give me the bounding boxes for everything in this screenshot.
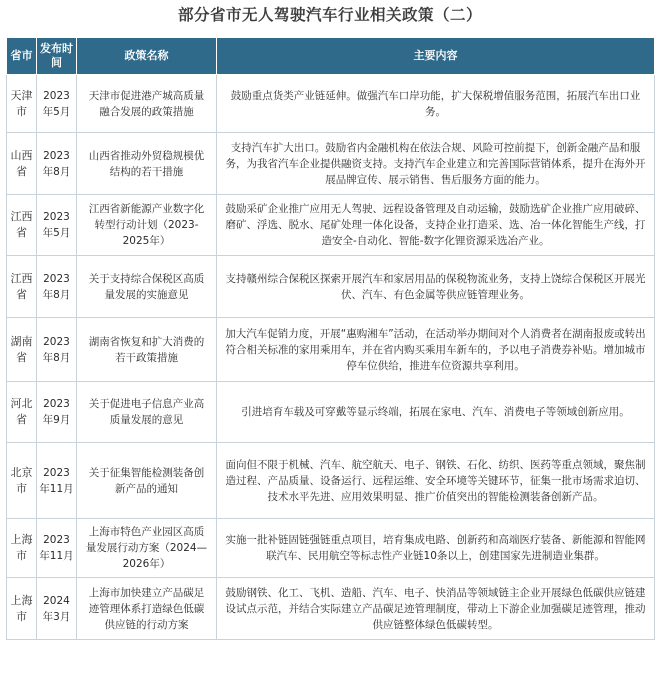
cell-content: 面向但不限于机械、汽车、航空航天、电子、钢铁、石化、纺织、医药等重点领域，聚焦制造过程、产品质量、设备运行、远程运维、安全环境等关键环节，征集一批市场需求迫切、技术水平先进、应用效果明显、推广价值突出的智能检测装备创新产品。	[217, 443, 655, 519]
cell-content: 引进培育车载及可穿戴等显示终端，拓展在家电、汽车、消费电子等领域创新应用。	[217, 382, 655, 443]
cell-content: 实施一批补链固链强链重点项目，培育集成电路、创新药和高端医疗装备、新能源和智能网联汽车、民用航空等标志性产业链10条以上，创建国家先进制造业集群。	[217, 519, 655, 578]
table-row	[7, 133, 655, 195]
cell-date: 2023年11月	[37, 443, 77, 519]
cell-province: 江西省	[7, 195, 37, 256]
page-title: 部分省市无人驾驶汽车行业相关政策（二）	[177, 6, 482, 24]
policy-table	[6, 37, 655, 640]
table-row	[7, 195, 655, 256]
cell-province: 江西省	[7, 256, 37, 318]
cell-content: 支持汽车扩大出口。鼓励省内金融机构在依法合规、风险可控前提下，创新金融产品和服务，为我省汽车企业提供融资支持。支持汽车企业建立和完善国际营销体系，提升在海外开展品牌宣传、展示销售、售后服务方面的能力。	[217, 133, 655, 195]
table-row	[7, 318, 655, 382]
cell-policy-name: 关于促进电子信息产业高质量发展的意见	[77, 382, 217, 443]
table-row	[7, 75, 655, 133]
cell-policy-name: 湖南省恢复和扩大消费的若干政策措施	[77, 318, 217, 382]
cell-policy-name: 关于征集智能检测装备创新产品的通知	[77, 443, 217, 519]
header-date: 发布时间	[37, 38, 77, 75]
cell-policy-name: 天津市促进港产城高质量融合发展的政策措施	[77, 75, 217, 133]
table-header-row	[7, 38, 655, 75]
cell-content: 加大汽车促销力度，开展“惠购湘车”活动，在活动举办期间对个人消费者在湖南报废或转出符合相关标准的家用乘用车，并在省内购买乘用车新车的，予以电子消费券补贴。增加城市停车位供给，推进车位资源共享利用。	[217, 318, 655, 382]
cell-content: 鼓励钢铁、化工、飞机、造船、汽车、电子、快消品等领域链主企业开展绿色低碳供应链建设试点示范，并结合实际建立产品碳足迹管理制度，带动上下游企业加强碳足迹管理，推动供应链整体绿色低碳转型。	[217, 578, 655, 640]
cell-province: 河北省	[7, 382, 37, 443]
cell-content: 鼓励采矿企业推广应用无人驾驶、远程设备管理及自动运输，鼓励选矿企业推广应用破碎、磨矿、浮选、脱水、尾矿处理一体化设备，支持企业打造采、选、冶一体化智能生产线，打造安全-自动化、智能-数字化锂资源采选冶产业。	[217, 195, 655, 256]
cell-date: 2023年5月	[37, 75, 77, 133]
table-row	[7, 443, 655, 519]
cell-content: 支持赣州综合保税区探索开展汽车和家居用品的保税物流业务，支持上饶综合保税区开展光伏、汽车、有色金属等供应链管理业务。	[217, 256, 655, 318]
cell-policy-name: 江西省新能源产业数字化转型行动计划（2023-2025年）	[77, 195, 217, 256]
cell-date: 2023年8月	[37, 133, 77, 195]
cell-policy-name: 上海市加快建立产品碳足迹管理体系打造绿色低碳供应链的行动方案	[77, 578, 217, 640]
table-row	[7, 256, 655, 318]
cell-date: 2023年9月	[37, 382, 77, 443]
cell-policy-name: 山西省推动外贸稳规模优结构的若干措施	[77, 133, 217, 195]
cell-province: 上海市	[7, 578, 37, 640]
cell-province: 湖南省	[7, 318, 37, 382]
cell-province: 天津市	[7, 75, 37, 133]
cell-date: 2023年5月	[37, 195, 77, 256]
cell-date: 2023年8月	[37, 256, 77, 318]
header-content: 主要内容	[217, 38, 655, 75]
table-row	[7, 382, 655, 443]
cell-date: 2024年3月	[37, 578, 77, 640]
header-policy-name: 政策名称	[77, 38, 217, 75]
cell-province: 山西省	[7, 133, 37, 195]
cell-policy-name: 关于支持综合保税区高质量发展的实施意见	[77, 256, 217, 318]
header-province: 省市	[7, 38, 37, 75]
cell-date: 2023年8月	[37, 318, 77, 382]
cell-content: 鼓励重点货类产业链延伸。做强汽车口岸功能，扩大保税增值服务范围，拓展汽车出口业务。	[217, 75, 655, 133]
cell-province: 北京市	[7, 443, 37, 519]
cell-policy-name: 上海市特色产业园区高质量发展行动方案（2024—2026年）	[77, 519, 217, 578]
cell-date: 2023年11月	[37, 519, 77, 578]
cell-province: 上海市	[7, 519, 37, 578]
table-row	[7, 578, 655, 640]
table-row	[7, 519, 655, 578]
